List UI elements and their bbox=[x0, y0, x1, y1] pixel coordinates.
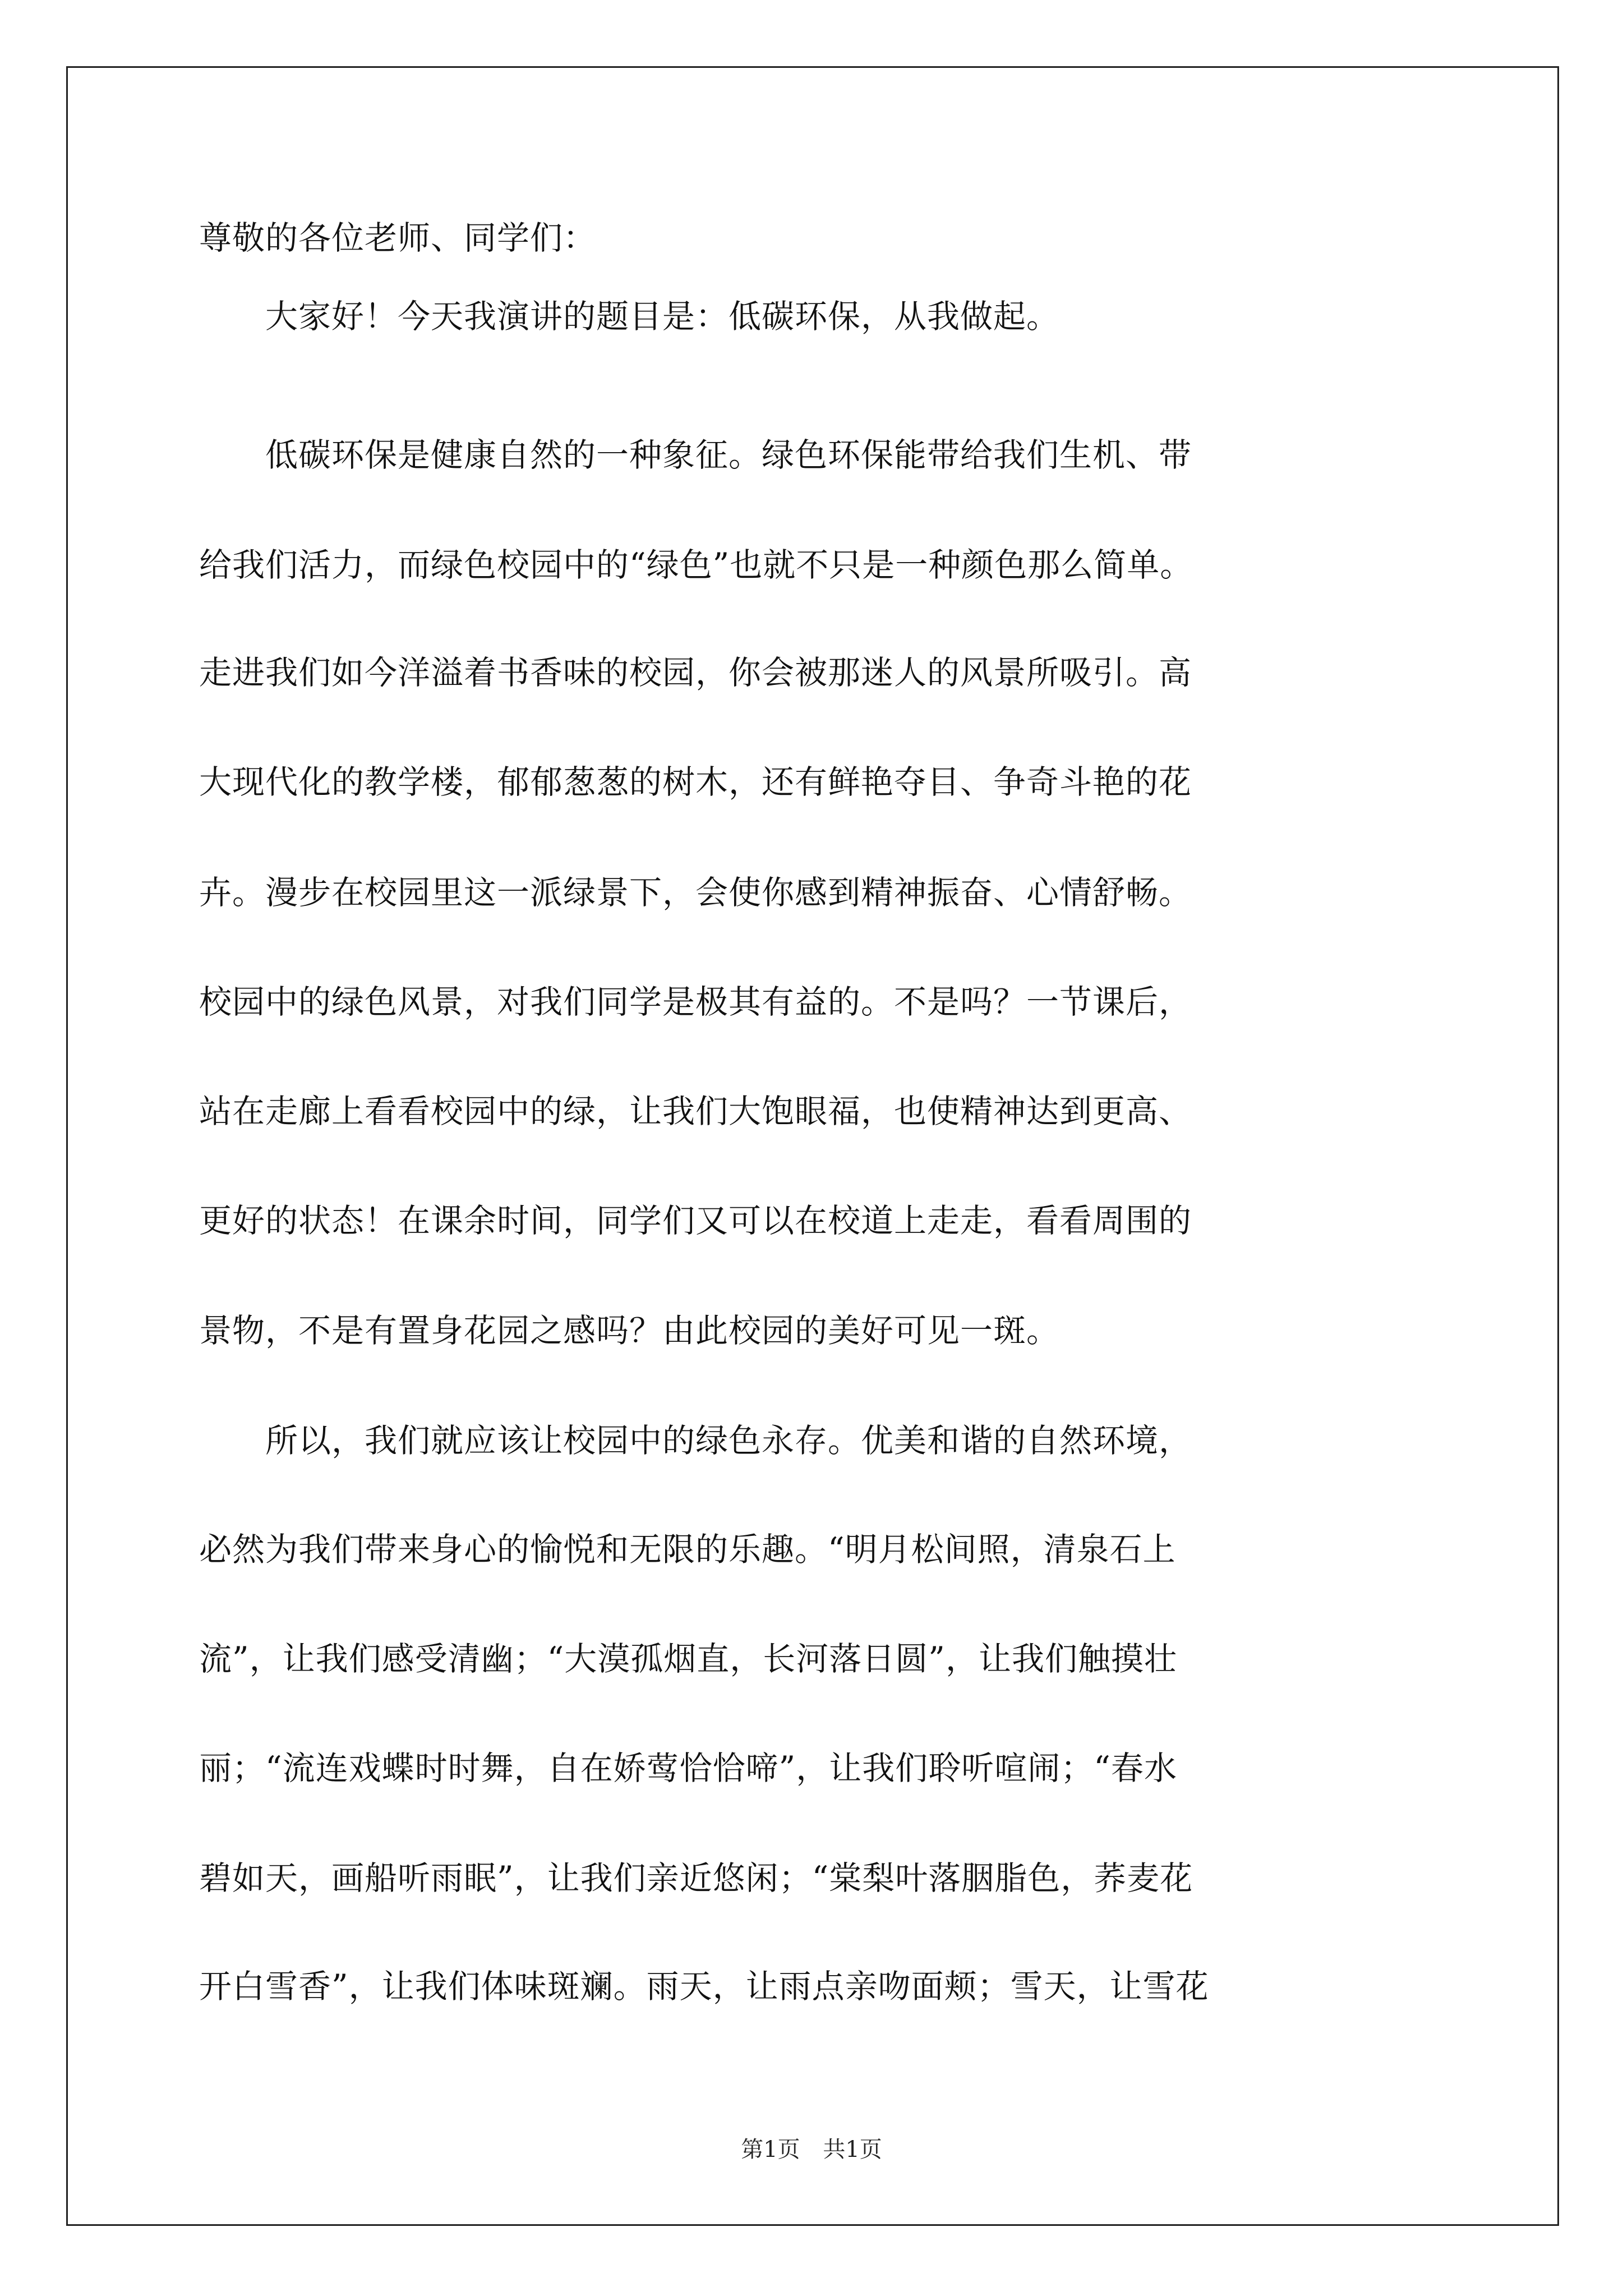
text-line: 流”，让我们感受清幽；“大漠孤烟直，长河落日圆”，让我们触摸壮 bbox=[199, 1640, 1177, 1678]
text-line: 站在走廊上看看校园中的绿，让我们大饱眼福，也使精神达到更高、 bbox=[199, 1092, 1192, 1130]
text-line: 开白雪香”，让我们体味斑斓。雨天，让雨点亲吻面颊；雪天，让雪花 bbox=[199, 1967, 1209, 2005]
text-line: 低碳环保是健康自然的一种象征。绿色环保能带给我们生机、带 bbox=[199, 436, 1192, 474]
text-line: 丽；“流连戏蝶时时舞，自在娇莺恰恰啼”，让我们聆听喧闹；“春水 bbox=[199, 1749, 1177, 1787]
text-line: 碧如天，画船听雨眠”，让我们亲近悠闲；“棠梨叶落胭脂色，荞麦花 bbox=[199, 1859, 1193, 1897]
text-line: 校园中的绿色风景，对我们同学是极其有益的。不是吗？一节课后， bbox=[199, 983, 1192, 1021]
text-line: 更好的状态！在课余时间，同学们又可以在校道上走走，看看周围的 bbox=[199, 1202, 1192, 1240]
text-line: 大家好！今天我演讲的题目是：低碳环保，从我做起。 bbox=[199, 297, 1060, 335]
page-border bbox=[66, 66, 1559, 2226]
page-number: 第1页 bbox=[741, 2137, 800, 2162]
text-line: 景物，不是有置身花园之感吗？由此校园的美好可见一斑。 bbox=[199, 1312, 1060, 1350]
text-line: 所以，我们就应该让校园中的绿色永存。优美和谐的自然环境， bbox=[199, 1421, 1192, 1460]
text-line: 卉。漫步在校园里这一派绿景下，会使你感到精神振奋、心情舒畅。 bbox=[199, 873, 1192, 912]
page-footer bbox=[0, 2132, 1623, 2164]
text-line: 给我们活力，而绿色校园中的“绿色”也就不只是一种颜色那么简单。 bbox=[199, 546, 1193, 584]
text-line: 必然为我们带来身心的愉悦和无限的乐趣。“明月松间照，清泉石上 bbox=[199, 1530, 1176, 1568]
page-total: 共1页 bbox=[823, 2137, 882, 2162]
text-line: 大现代化的教学楼，郁郁葱葱的树木，还有鲜艳夺目、争奇斗艳的花 bbox=[199, 763, 1192, 801]
text-line: 走进我们如今洋溢着书香味的校园，你会被那迷人的风景所吸引。高 bbox=[199, 654, 1192, 692]
text-line: 尊敬的各位老师、同学们： bbox=[199, 219, 597, 257]
